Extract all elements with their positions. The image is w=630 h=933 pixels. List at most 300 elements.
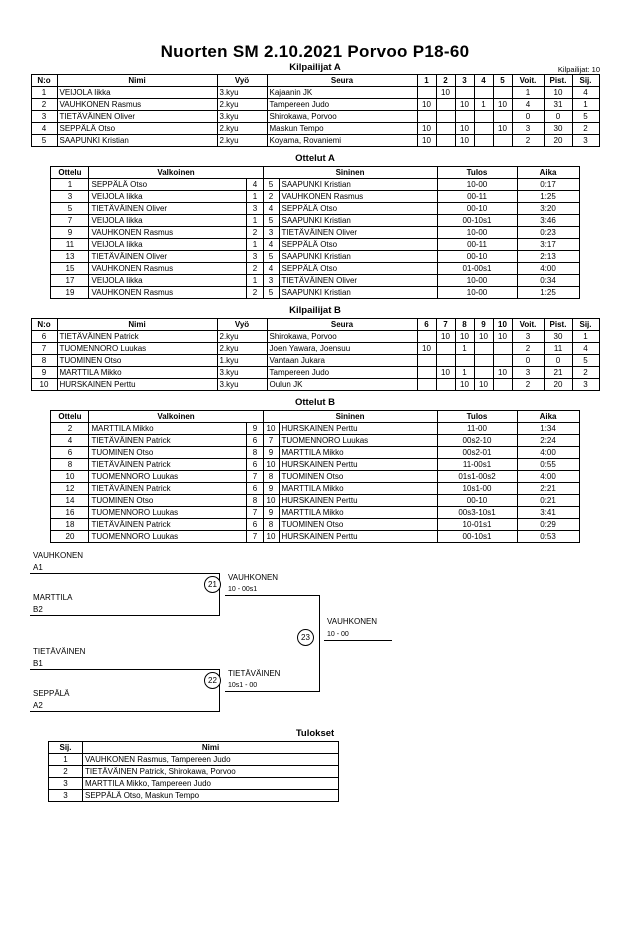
cell-white-no: 8	[247, 447, 263, 459]
table-row	[51, 435, 579, 447]
cell-match-no: 15	[51, 263, 89, 275]
cell-blue-no: 5	[263, 251, 279, 263]
cell-time: 0:23	[517, 227, 579, 239]
table-header-row	[31, 75, 599, 87]
cell-match-no: 2	[51, 423, 89, 435]
cell-club: Shirokawa, Porvoo	[267, 111, 417, 123]
cell-white-no: 1	[247, 275, 263, 287]
table-row	[51, 459, 579, 471]
cell-result: 10-01s1	[437, 519, 517, 531]
cell-result: 10-00	[437, 287, 517, 299]
cell-white: SEPPÄLÄ Otso	[89, 179, 247, 191]
table-row	[51, 423, 579, 435]
col-time: Aika	[517, 167, 579, 179]
bracket-semi1-score: 10 - 00s1	[228, 586, 258, 593]
cell-no: 8	[31, 355, 57, 367]
cell-match-no: 1	[51, 179, 89, 191]
cell-wins: 2	[512, 379, 544, 391]
cell-white-no: 7	[247, 507, 263, 519]
cell-match-no: 19	[51, 287, 89, 299]
cell-m1: 10	[417, 99, 436, 111]
cell-name: MARTTILA Mikko	[57, 367, 217, 379]
table-row	[51, 447, 579, 459]
bracket-line	[319, 595, 320, 692]
table-row	[49, 778, 339, 790]
cell-m3	[455, 87, 474, 99]
cell-blue-no: 10	[263, 459, 279, 471]
matches-a-table	[50, 166, 579, 299]
bracket-seed1-pos: A1	[33, 563, 43, 572]
cell-m9	[474, 355, 493, 367]
cell-name: VAUHKONEN Rasmus	[57, 99, 217, 111]
col-m7: 7	[436, 319, 455, 331]
cell-name: TUOMINEN Otso	[57, 355, 217, 367]
col-belt: Vyö	[217, 75, 267, 87]
cell-wins: 3	[512, 331, 544, 343]
table-row	[31, 99, 599, 111]
cell-white: VEIJOLA Iikka	[89, 215, 247, 227]
col-m4: 4	[474, 75, 493, 87]
table-header-row	[31, 319, 599, 331]
cell-wins: 1	[512, 87, 544, 99]
cell-m2	[436, 135, 455, 147]
cell-m7	[436, 379, 455, 391]
cell-no: 1	[31, 87, 57, 99]
section-title-competitors-a: Kilpailijat A	[289, 62, 341, 73]
table-row	[31, 367, 599, 379]
cell-club: Koyama, Rovaniemi	[267, 135, 417, 147]
tournament-results-page	[0, 42, 630, 933]
table-row	[31, 111, 599, 123]
cell-no: 3	[31, 111, 57, 123]
cell-name: SEPPÄLÄ Otso	[57, 123, 217, 135]
cell-name: SEPPÄLÄ Otso, Maskun Tempo	[83, 790, 339, 802]
cell-white: TIETÄVÄINEN Patrick	[89, 483, 247, 495]
cell-blue-no: 8	[263, 471, 279, 483]
col-name: Nimi	[57, 319, 217, 331]
cell-blue: TIETÄVÄINEN Oliver	[279, 275, 437, 287]
cell-belt: 3.kyu	[217, 379, 267, 391]
bracket-line	[225, 691, 320, 692]
col-wins: Voit.	[512, 75, 544, 87]
cell-rank: 2	[49, 766, 83, 778]
cell-m4: 1	[474, 99, 493, 111]
cell-m2: 10	[436, 87, 455, 99]
col-club: Seura	[267, 319, 417, 331]
cell-white-no: 6	[247, 435, 263, 447]
cell-time: 1:25	[517, 287, 579, 299]
cell-belt: 1.kyu	[217, 355, 267, 367]
cell-no: 7	[31, 343, 57, 355]
cell-m2	[436, 123, 455, 135]
cell-points: 0	[544, 111, 572, 123]
cell-m4	[474, 87, 493, 99]
col-wins: Voit.	[512, 319, 544, 331]
cell-blue: TUOMINEN Otso	[279, 471, 437, 483]
cell-points: 30	[544, 331, 572, 343]
cell-m5	[493, 87, 512, 99]
table-row	[51, 203, 579, 215]
cell-blue-no: 2	[263, 191, 279, 203]
cell-name: SAAPUNKI Kristian	[57, 135, 217, 147]
cell-blue-no: 5	[263, 179, 279, 191]
bracket-match-22: 22	[204, 672, 221, 689]
table-row	[51, 227, 579, 239]
cell-match-no: 3	[51, 191, 89, 203]
table-row	[51, 275, 579, 287]
cell-rank: 5	[572, 111, 599, 123]
table-row	[51, 471, 579, 483]
cell-match-no: 8	[51, 459, 89, 471]
cell-result: 00-11	[437, 191, 517, 203]
cell-white: TIETÄVÄINEN Oliver	[89, 251, 247, 263]
cell-m1: 10	[417, 123, 436, 135]
cell-m5	[493, 135, 512, 147]
cell-points: 11	[544, 343, 572, 355]
col-m2: 2	[436, 75, 455, 87]
cell-match-no: 12	[51, 483, 89, 495]
cell-blue-no: 3	[263, 227, 279, 239]
cell-match-no: 9	[51, 227, 89, 239]
cell-m10: 10	[493, 367, 512, 379]
cell-blue: MARTTILA Mikko	[279, 483, 437, 495]
cell-points: 20	[544, 379, 572, 391]
cell-white-no: 4	[247, 179, 263, 191]
cell-m6	[417, 355, 436, 367]
cell-name: VEIJOLA Iikka	[57, 87, 217, 99]
cell-result: 00s2-01	[437, 447, 517, 459]
cell-match-no: 10	[51, 471, 89, 483]
cell-time: 0:21	[517, 495, 579, 507]
cell-white-no: 2	[247, 287, 263, 299]
col-name: Nimi	[57, 75, 217, 87]
bracket-match-23: 23	[297, 629, 314, 646]
cell-match-no: 13	[51, 251, 89, 263]
cell-white-no: 3	[247, 203, 263, 215]
cell-m1: 10	[417, 135, 436, 147]
table-row	[51, 239, 579, 251]
cell-wins: 2	[512, 135, 544, 147]
cell-match-no: 16	[51, 507, 89, 519]
cell-rank: 3	[572, 135, 599, 147]
cell-points: 10	[544, 87, 572, 99]
cell-time: 2:21	[517, 483, 579, 495]
cell-white-no: 6	[247, 459, 263, 471]
col-white: Valkoinen	[89, 167, 263, 179]
cell-match-no: 18	[51, 519, 89, 531]
col-club: Seura	[267, 75, 417, 87]
cell-m1	[417, 111, 436, 123]
cell-no: 5	[31, 135, 57, 147]
cell-m5: 10	[493, 123, 512, 135]
cell-m10: 10	[493, 331, 512, 343]
cell-rank: 3	[49, 778, 83, 790]
cell-white-no: 3	[247, 251, 263, 263]
cell-belt: 3.kyu	[217, 87, 267, 99]
bracket-seed1-name: VAUHKONEN	[33, 551, 84, 560]
cell-m2	[436, 99, 455, 111]
bracket-semi2-winner: TIETÄVÄINEN	[228, 669, 281, 678]
cell-time: 0:53	[517, 531, 579, 543]
cell-club: Tampereen Judo	[267, 99, 417, 111]
cell-name: MARTTILA Mikko, Tampereen Judo	[83, 778, 339, 790]
cell-result: 01s1-00s2	[437, 471, 517, 483]
col-time: Aika	[517, 411, 579, 423]
cell-blue-no: 9	[263, 483, 279, 495]
cell-rank: 2	[572, 367, 599, 379]
cell-m4	[474, 123, 493, 135]
table-header-row	[51, 411, 579, 423]
col-no: N:o	[31, 75, 57, 87]
table-row	[31, 355, 599, 367]
table-row	[51, 215, 579, 227]
cell-white: TUOMENNORO Luukas	[89, 471, 247, 483]
cell-m10	[493, 343, 512, 355]
table-row	[51, 179, 579, 191]
cell-white-no: 8	[247, 495, 263, 507]
cell-no: 6	[31, 331, 57, 343]
bracket-seed4-pos: A2	[33, 701, 43, 710]
cell-points: 21	[544, 367, 572, 379]
cell-m7	[436, 343, 455, 355]
cell-m9: 10	[474, 331, 493, 343]
cell-white: TUOMENNORO Luukas	[89, 531, 247, 543]
cell-blue-no: 8	[263, 519, 279, 531]
col-points: Pist.	[544, 75, 572, 87]
cell-blue-no: 4	[263, 263, 279, 275]
cell-blue-no: 5	[263, 215, 279, 227]
cell-m8: 10	[455, 379, 474, 391]
cell-no: 10	[31, 379, 57, 391]
cell-m8	[455, 355, 474, 367]
col-m6: 6	[417, 319, 436, 331]
cell-white-no: 6	[247, 483, 263, 495]
section-title-competitors-b: Kilpailijat B	[289, 305, 341, 316]
col-rank: Sij.	[49, 742, 83, 754]
cell-blue: HURSKAINEN Perttu	[279, 423, 437, 435]
cell-name: TIETÄVÄINEN Patrick, Shirokawa, Porvoo	[83, 766, 339, 778]
cell-blue: SEPPÄLÄ Otso	[279, 203, 437, 215]
col-blue: Sininen	[263, 167, 437, 179]
col-m1: 1	[417, 75, 436, 87]
cell-no: 9	[31, 367, 57, 379]
col-white: Valkoinen	[89, 411, 263, 423]
col-m10: 10	[493, 319, 512, 331]
cell-rank: 4	[572, 87, 599, 99]
cell-time: 2:24	[517, 435, 579, 447]
cell-time: 3:17	[517, 239, 579, 251]
cell-white: VEIJOLA Iikka	[89, 275, 247, 287]
cell-time: 4:00	[517, 263, 579, 275]
col-match-no: Ottelu	[51, 167, 89, 179]
cell-m9: 10	[474, 379, 493, 391]
cell-m4	[474, 111, 493, 123]
cell-wins: 4	[512, 99, 544, 111]
cell-blue-no: 10	[263, 531, 279, 543]
bracket-line	[225, 595, 320, 596]
cell-belt: 2.kyu	[217, 331, 267, 343]
cell-club: Joen Yawara, Joensuu	[267, 343, 417, 355]
cell-rank: 5	[572, 355, 599, 367]
col-rank: Sij.	[572, 319, 599, 331]
cell-blue: HURSKAINEN Perttu	[279, 531, 437, 543]
competitors-b-table	[31, 318, 600, 391]
cell-blue-no: 9	[263, 447, 279, 459]
cell-m7	[436, 355, 455, 367]
col-blue: Sininen	[263, 411, 437, 423]
cell-time: 4:00	[517, 471, 579, 483]
cell-white: TUOMINEN Otso	[89, 495, 247, 507]
cell-white: TUOMINEN Otso	[89, 447, 247, 459]
cell-result: 00-10	[437, 495, 517, 507]
cell-result: 10-00	[437, 227, 517, 239]
table-row	[31, 87, 599, 99]
bracket-line	[30, 711, 220, 712]
table-row	[51, 507, 579, 519]
cell-match-no: 20	[51, 531, 89, 543]
cell-time: 0:17	[517, 179, 579, 191]
bracket-line	[30, 615, 220, 616]
cell-time: 1:25	[517, 191, 579, 203]
cell-wins: 2	[512, 343, 544, 355]
col-result: Tulos	[437, 411, 517, 423]
cell-m9	[474, 367, 493, 379]
cell-club: Oulun JK	[267, 379, 417, 391]
results-table	[48, 741, 339, 802]
bracket-seed3-pos: B1	[33, 659, 43, 668]
table-row	[51, 531, 579, 543]
cell-no: 4	[31, 123, 57, 135]
cell-club: Vantaan Jukara	[267, 355, 417, 367]
table-row	[49, 790, 339, 802]
cell-blue: HURSKAINEN Perttu	[279, 495, 437, 507]
cell-white: VAUHKONEN Rasmus	[89, 287, 247, 299]
section-title-results: Tulokset	[295, 728, 335, 739]
cell-m6: 10	[417, 343, 436, 355]
bracket-seed3-name: TIETÄVÄINEN	[33, 647, 86, 656]
cell-blue-no: 10	[263, 495, 279, 507]
col-m5: 5	[493, 75, 512, 87]
cell-blue: MARTTILA Mikko	[279, 447, 437, 459]
cell-white-no: 7	[247, 471, 263, 483]
cell-result: 10s1-00	[437, 483, 517, 495]
cell-m7: 10	[436, 331, 455, 343]
cell-rank: 4	[572, 343, 599, 355]
cell-white: TUOMENNORO Luukas	[89, 507, 247, 519]
table-row	[51, 519, 579, 531]
cell-rank: 2	[572, 123, 599, 135]
cell-m6	[417, 367, 436, 379]
cell-blue: HURSKAINEN Perttu	[279, 459, 437, 471]
competitors-a-table	[31, 74, 600, 147]
cell-white-no: 1	[247, 191, 263, 203]
cell-match-no: 11	[51, 239, 89, 251]
cell-result: 11-00s1	[437, 459, 517, 471]
cell-belt: 2.kyu	[217, 343, 267, 355]
cell-club: Maskun Tempo	[267, 123, 417, 135]
cell-name: TIETÄVÄINEN Patrick	[57, 331, 217, 343]
table-row	[51, 251, 579, 263]
cell-rank: 1	[572, 331, 599, 343]
cell-name: TIETÄVÄINEN Oliver	[57, 111, 217, 123]
cell-club: Tampereen Judo	[267, 367, 417, 379]
cell-white: VEIJOLA Iikka	[89, 239, 247, 251]
cell-belt: 2.kyu	[217, 99, 267, 111]
table-row	[31, 123, 599, 135]
cell-white: TIETÄVÄINEN Oliver	[89, 203, 247, 215]
cell-result: 10-00	[437, 275, 517, 287]
cell-blue: SEPPÄLÄ Otso	[279, 263, 437, 275]
bracket-seed2-name: MARTTILA	[33, 593, 73, 602]
competitors-count: Kilpailijat: 10	[557, 65, 600, 74]
cell-blue-no: 10	[263, 423, 279, 435]
cell-m3: 10	[455, 123, 474, 135]
cell-rank: 3	[49, 790, 83, 802]
cell-m5: 10	[493, 99, 512, 111]
matches-b-table	[50, 410, 579, 543]
cell-rank: 3	[572, 379, 599, 391]
cell-blue: SEPPÄLÄ Otso	[279, 239, 437, 251]
cell-white-no: 2	[247, 227, 263, 239]
cell-m6	[417, 331, 436, 343]
cell-result: 00-11	[437, 239, 517, 251]
cell-white: VAUHKONEN Rasmus	[89, 227, 247, 239]
col-m3: 3	[455, 75, 474, 87]
cell-blue: MARTTILA Mikko	[279, 507, 437, 519]
cell-result: 00-10	[437, 203, 517, 215]
cell-time: 2:13	[517, 251, 579, 263]
table-row	[51, 483, 579, 495]
cell-belt: 3.kyu	[217, 367, 267, 379]
cell-club: Kajaanin JK	[267, 87, 417, 99]
cell-result: 00s3-10s1	[437, 507, 517, 519]
cell-white-no: 2	[247, 263, 263, 275]
col-rank: Sij.	[572, 75, 599, 87]
cell-points: 0	[544, 355, 572, 367]
bracket-line	[324, 640, 392, 641]
cell-match-no: 5	[51, 203, 89, 215]
cell-time: 3:20	[517, 203, 579, 215]
cell-m7: 10	[436, 367, 455, 379]
cell-white: VAUHKONEN Rasmus	[89, 263, 247, 275]
col-no: N:o	[31, 319, 57, 331]
cell-blue: SAAPUNKI Kristian	[279, 287, 437, 299]
cell-wins: 0	[512, 355, 544, 367]
section-title-matches-a: Ottelut A	[295, 153, 335, 164]
cell-blue: SAAPUNKI Kristian	[279, 179, 437, 191]
cell-result: 10-00	[437, 179, 517, 191]
cell-name: TUOMENNORO Luukas	[57, 343, 217, 355]
cell-white-no: 7	[247, 531, 263, 543]
cell-match-no: 17	[51, 275, 89, 287]
bracket-match-21: 21	[204, 576, 221, 593]
cell-belt: 2.kyu	[217, 135, 267, 147]
finals-bracket	[0, 551, 630, 726]
table-row	[51, 263, 579, 275]
col-match-no: Ottelu	[51, 411, 89, 423]
cell-m5	[493, 111, 512, 123]
cell-points: 20	[544, 135, 572, 147]
cell-white-no: 1	[247, 215, 263, 227]
table-row	[31, 135, 599, 147]
table-header-row	[49, 742, 339, 754]
col-name: Nimi	[83, 742, 339, 754]
cell-m6	[417, 379, 436, 391]
cell-result: 00-10	[437, 251, 517, 263]
cell-match-no: 7	[51, 215, 89, 227]
cell-m1	[417, 87, 436, 99]
cell-result: 01-00s1	[437, 263, 517, 275]
